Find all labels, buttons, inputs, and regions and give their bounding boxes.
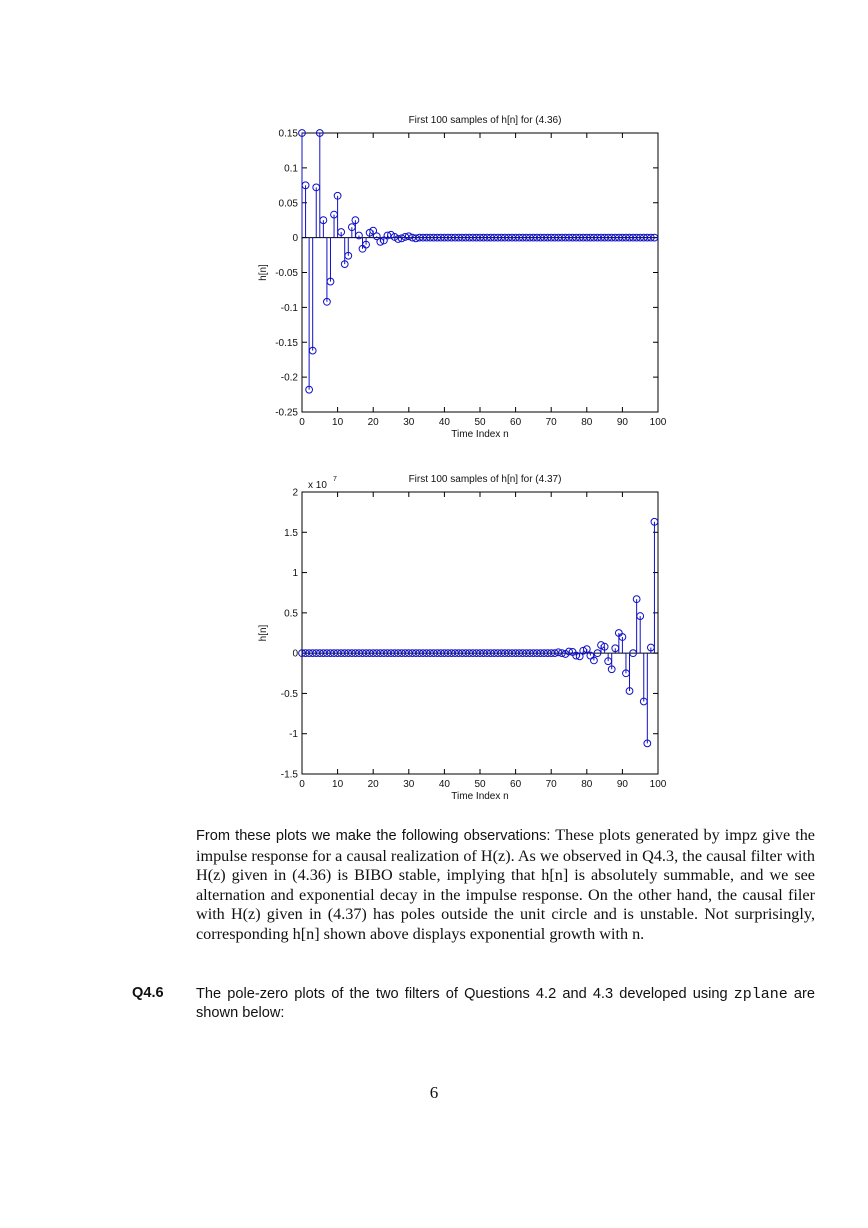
observations-body: These plots generated by impz give the impulse response for a causal realization of H(z). As we observed in Q4.3, the causal filter with H(z) given in (4.36) is BIBO stable, implying that h[n] is absolutely summable, and we see alternation and exponential decay in the impulse response. On the other hand, the causal filer with H(z) given in (4.37) has poles outside the unit circle and is unstable. Not surprisingly, corresponding h[n] shown above displays exponential growth with n. bbox=[196, 826, 815, 943]
x-tick-label: 70 bbox=[545, 779, 557, 790]
x-tick-label: 30 bbox=[403, 417, 415, 428]
page-number: 6 bbox=[429, 1083, 439, 1102]
x-tick-label: 50 bbox=[474, 779, 486, 790]
x-tick-label: 40 bbox=[438, 417, 450, 428]
x-tick-label: 30 bbox=[403, 779, 415, 790]
question-label: Q4.6 bbox=[132, 985, 164, 1001]
x-axis-label: Time Index n bbox=[451, 791, 509, 802]
x-tick-label: 100 bbox=[649, 417, 667, 428]
observations-lead: From these plots we make the following observations: bbox=[196, 828, 551, 844]
x-tick-label: 0 bbox=[299, 417, 305, 428]
question-text bbox=[196, 985, 815, 1023]
x-tick-label: 20 bbox=[367, 779, 379, 790]
y-tick-label: -0.05 bbox=[275, 268, 298, 279]
scale-factor-label: x 10 bbox=[308, 480, 327, 491]
x-tick-label: 90 bbox=[616, 779, 628, 790]
y-tick-label: 2 bbox=[292, 487, 298, 499]
question-text-a: The pole-zero plots of the two filters of Questions 4.2 and 4.3 developed using bbox=[196, 986, 728, 1002]
x-tick-label: 0 bbox=[299, 779, 305, 790]
y-tick-label: 1 bbox=[292, 568, 298, 580]
x-tick-label: 10 bbox=[332, 417, 344, 428]
x-tick-label: 90 bbox=[616, 417, 628, 428]
y-tick-label: -0.5 bbox=[280, 688, 298, 700]
x-tick-label: 100 bbox=[649, 779, 667, 790]
x-tick-label: 40 bbox=[438, 779, 450, 790]
y-tick-label: -1 bbox=[289, 729, 298, 741]
chart-title: First 100 samples of h[n] for (4.37) bbox=[408, 474, 562, 485]
x-tick-label: 50 bbox=[474, 417, 486, 428]
y-tick-label: 0 bbox=[292, 233, 298, 245]
y-tick-label: -0.2 bbox=[280, 372, 298, 384]
x-tick-label: 20 bbox=[367, 417, 379, 428]
y-tick-label: 0.15 bbox=[278, 128, 298, 140]
question-text-b: are shown below: bbox=[196, 986, 815, 1021]
y-tick-label: -0.25 bbox=[275, 407, 298, 419]
x-tick-label: 60 bbox=[510, 779, 522, 790]
x-tick-label: 60 bbox=[510, 417, 522, 428]
x-tick-label: 80 bbox=[581, 779, 593, 790]
y-axis-label: h[n] bbox=[258, 264, 269, 281]
x-tick-label: 70 bbox=[545, 417, 557, 428]
observations-paragraph bbox=[196, 826, 815, 945]
x-tick-label: 10 bbox=[332, 779, 344, 790]
y-tick-label: 0 bbox=[292, 648, 298, 660]
scale-exponent: 7 bbox=[333, 476, 337, 483]
y-tick-label: 0.05 bbox=[278, 198, 298, 210]
x-axis-label: Time Index n bbox=[451, 429, 509, 440]
x-tick-label: 80 bbox=[581, 417, 593, 428]
y-tick-label: -1.5 bbox=[280, 769, 298, 781]
y-tick-label: 0.5 bbox=[284, 608, 298, 620]
y-tick-label: -0.15 bbox=[275, 337, 298, 349]
y-tick-label: 1.5 bbox=[284, 527, 298, 539]
y-tick-label: 0.1 bbox=[284, 163, 298, 175]
y-tick-label: -0.1 bbox=[280, 302, 298, 314]
chart-title: First 100 samples of h[n] for (4.36) bbox=[408, 115, 562, 126]
zplane-code: zplane bbox=[733, 986, 788, 1003]
y-axis-label: h[n] bbox=[258, 624, 269, 642]
plot-area bbox=[302, 492, 658, 774]
